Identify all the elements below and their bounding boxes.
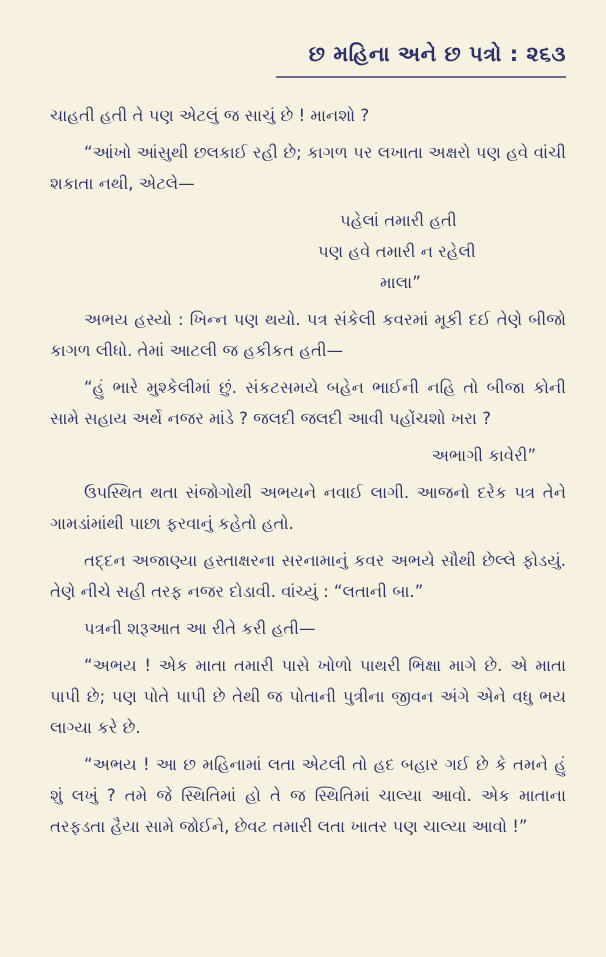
running-header: છ મહિના અને છ પત્રો : ૨૬૩ bbox=[308, 42, 566, 66]
page-body bbox=[50, 100, 566, 848]
paragraph-7: પત્રની શરૂઆત આ રીતે કરી હતી— bbox=[84, 619, 316, 638]
paragraph-8: “અભય ! એક માતા તમારી પાસે ખોળો પાથરી ભિક્ષા માગે છે. એ માતા પાપી છે; પણ પોતે પાપી છે તેથી જ પોતાની પુત્રીના જીવન અંગે એને વધુ ભય લાગ્યા કરે છે. bbox=[50, 656, 566, 737]
poem-line-1: પહેલાં તમારી હતી bbox=[340, 211, 457, 230]
letter-signature: અભાગી કાવેરી” bbox=[431, 446, 536, 465]
paragraph-1: ચાહતી હતી તે પણ એટલું જ સાચું છે ! માનશો ? bbox=[50, 106, 370, 125]
paragraph-2: “આંખો આંસુથી છલકાઈ રહી છે; કાગળ પર લખાતા અક્ષરો પણ હવે વાંચી શકાતા નથી, એટલે— bbox=[50, 143, 566, 193]
poem-line-2: પણ હવે તમારી ન રહેલી bbox=[318, 242, 476, 261]
paragraph-4: “હું ભારે મુશ્કેલીમાં છું. સંકટસમયે બહેન ભાઈની નહિ તો બીજા કોની સામે સહાય અર્થે નજર માંડે ? જલદી જલદી આવી પહોંચશો ખરા ? bbox=[50, 378, 566, 428]
paragraph-5: ઉપસ્થિત થતા સંજોગોથી અભયને નવાઈ લાગી. આજનો દરેક પત્ર તેને ગામડાંમાંથી પાછા ફરવાનું કહેતો હતો. bbox=[50, 483, 566, 533]
paragraph-9: “અભય ! આ છ મહિનામાં લતા એટલી તો હદ બહાર ગઈ છે કે તમને હું શું લખું ? તમે જે સ્થિતિમાં હો તે જ સ્થિતિમાં ચાલ્યા આવો. એક માતાના તરફડતા હૈયા સામે જોઈને, છેવટ તમારી લતા ખાતર પણ ચાલ્યા આવો !” bbox=[50, 755, 566, 836]
poem-line-3: માલા” bbox=[380, 273, 421, 292]
paragraph-3: અભય હસ્યો : ખિન્ન પણ થયો. પત્ર સંકેલી કવરમાં મૂકી દઈ તેણે બીજો કાગળ લીધો. તેમાં આટલી જ હકીકત હતી— bbox=[50, 310, 566, 360]
header-rule bbox=[276, 76, 566, 80]
paragraph-6: તદ્દન અજાણ્યા હસ્તાક્ષરના સરનામાનું કવર અભયે સૌથી છેલ્લે ફોડયું. તેણે નીચે સહી તરફ નજર દોડાવી. વાંચ્યું : “લતાની બા.” bbox=[50, 551, 566, 601]
